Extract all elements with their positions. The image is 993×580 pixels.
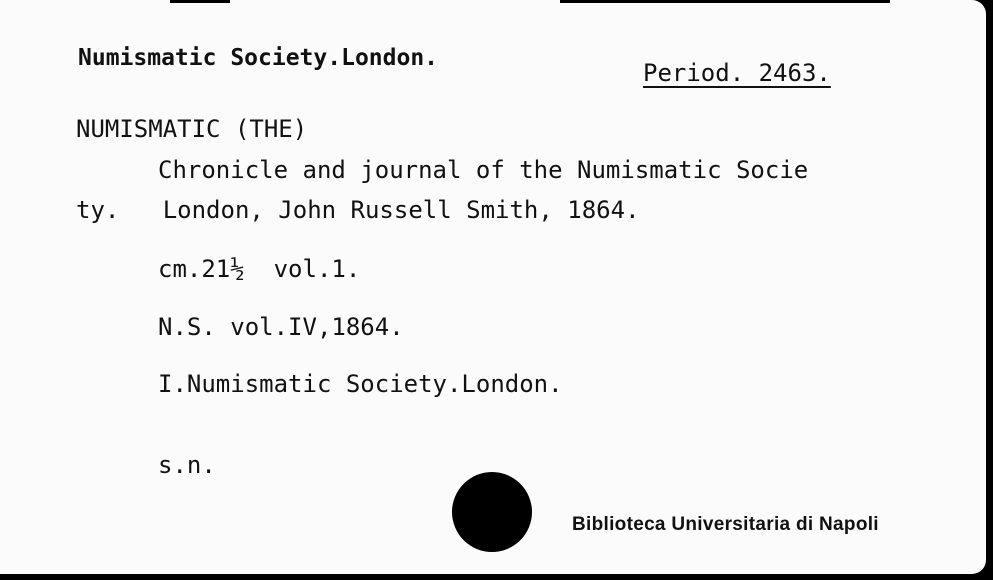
top-edge-mark: [560, 0, 890, 3]
main-entry: NUMISMATIC (THE): [76, 115, 308, 143]
title-line-1: Chronicle and journal of the Numismatic Socie: [158, 156, 809, 184]
top-edge-mark: [170, 0, 230, 3]
added-entry: I.Numismatic Society.London.: [158, 370, 563, 398]
institution-stamp: Biblioteca Universitaria di Napoli: [572, 514, 879, 535]
new-series: N.S. vol.IV,1864.: [158, 313, 404, 341]
title-line-2: ty. London, John Russell Smith, 1864.: [76, 196, 640, 224]
size-volume: cm.21½ vol.1.: [158, 255, 361, 283]
card-heading: Numismatic Society.London.: [78, 45, 439, 71]
punch-hole: [452, 472, 532, 552]
shelfmark: Period. 2463.: [643, 59, 831, 87]
note: s.n.: [158, 451, 216, 479]
